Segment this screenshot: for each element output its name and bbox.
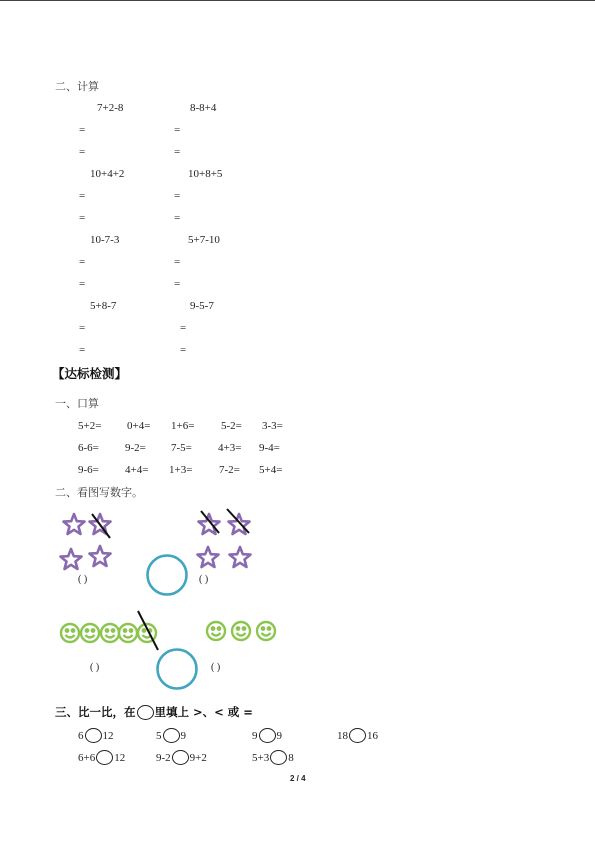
compare-item [252,728,282,743]
oral-item: 7-5= [171,442,192,454]
compare-right: 8 [288,752,294,764]
answer-blank[interactable]: ( ) [199,574,209,585]
oral-item: 5-2= [221,420,242,432]
compare-circle[interactable] [145,553,189,597]
calc-step: = [174,124,181,136]
section-oral-title: 一、口算 [55,397,99,410]
compare-right: 12 [102,730,114,742]
compare-blank[interactable] [85,728,102,743]
star-group-left [58,508,118,574]
oral-item: 4+3= [218,442,242,454]
compare-circle[interactable] [155,647,199,691]
page-number: 2 / 4 [290,774,306,783]
compare-left: 6 [78,730,84,742]
oral-item: 4+4= [125,464,149,476]
calc-step: = [79,146,86,158]
calc-step: = [79,256,86,268]
calc-step: = [79,212,86,224]
compare-left: 9 [252,730,258,742]
star-icon [64,514,85,534]
compare-oval-icon [137,705,154,720]
section-compare-label: 三、比一比，在 [55,705,136,719]
smiley-icon [232,622,250,640]
star-icon [230,547,251,567]
oral-item: 9-4= [259,442,280,454]
page-top-border [0,0,595,1]
compare-left: 18 [337,730,348,742]
oral-item: 7-2= [219,464,240,476]
answer-blank[interactable]: ( ) [90,662,100,673]
section-compare-tail: 里填上 >、< 或 = [154,705,253,719]
calc-step: = [79,124,86,136]
oral-item: 1+6= [171,420,195,432]
star-group-right [193,506,257,574]
calc-step: = [79,190,86,202]
compare-item [252,750,294,765]
heading-test: 【达标检测】 [52,366,128,381]
smiley-group-right [204,614,282,648]
compare-item [78,728,114,743]
calc-expr: 5+8-7 [90,300,117,312]
oral-item: 5+2= [78,420,102,432]
compare-item [337,728,378,743]
calc-expr: 10+8+5 [188,168,223,180]
star-icon [61,549,82,569]
oral-item: 3-3= [262,420,283,432]
oral-item: 9-2= [125,442,146,454]
calc-expr: 9-5-7 [190,300,214,312]
oral-item: 5+4= [259,464,283,476]
smiley-icon [101,624,119,642]
compare-right: 9 [180,730,186,742]
smiley-group-left [58,608,168,656]
compare-item [156,750,207,765]
smiley-icon [119,624,137,642]
compare-blank[interactable] [349,728,366,743]
compare-left: 6+6 [78,752,96,764]
compare-right: 9 [276,730,282,742]
compare-right: 16 [367,730,378,742]
compare-blank[interactable] [259,728,276,743]
smiley-icon [257,622,275,640]
compare-right: 9+2 [189,752,207,764]
oral-item: 1+3= [169,464,193,476]
calc-step: = [174,146,181,158]
answer-blank[interactable]: ( ) [211,662,221,673]
compare-blank[interactable] [172,750,189,765]
section-pictures-title: 二、看图写数字。 [55,486,143,499]
calc-step: = [174,256,181,268]
calc-step: = [174,190,181,202]
calc-step: = [174,212,181,224]
calc-step: = [79,322,86,334]
calc-step: = [174,278,181,290]
calc-expr: 7+2-8 [97,102,124,114]
oral-item: 6-6= [78,442,99,454]
smiley-icon [81,624,99,642]
calc-step: = [79,344,86,356]
section-calc-title: 二、计算 [55,80,99,93]
calc-step: = [180,322,187,334]
compare-item [78,750,125,765]
star-icon [198,547,219,567]
calc-expr: 10+4+2 [90,168,125,180]
oral-item: 9-6= [78,464,99,476]
compare-left: 9-2 [156,752,171,764]
calc-step: = [180,344,187,356]
star-icon [90,546,111,566]
compare-item [156,728,186,743]
answer-blank[interactable]: ( ) [78,574,88,585]
compare-blank[interactable] [270,750,287,765]
compare-left: 5 [156,730,162,742]
compare-blank[interactable] [96,750,113,765]
section-compare-title [55,705,253,720]
calc-expr: 8-8+4 [190,102,217,114]
smiley-icon [207,622,225,640]
compare-left: 5+3 [252,752,270,764]
calc-expr: 5+7-10 [188,234,220,246]
compare-blank[interactable] [163,728,180,743]
oral-item: 0+4= [127,420,151,432]
calc-expr: 10-7-3 [90,234,120,246]
smiley-icon [61,624,79,642]
compare-right: 12 [114,752,126,764]
calc-step: = [79,278,86,290]
